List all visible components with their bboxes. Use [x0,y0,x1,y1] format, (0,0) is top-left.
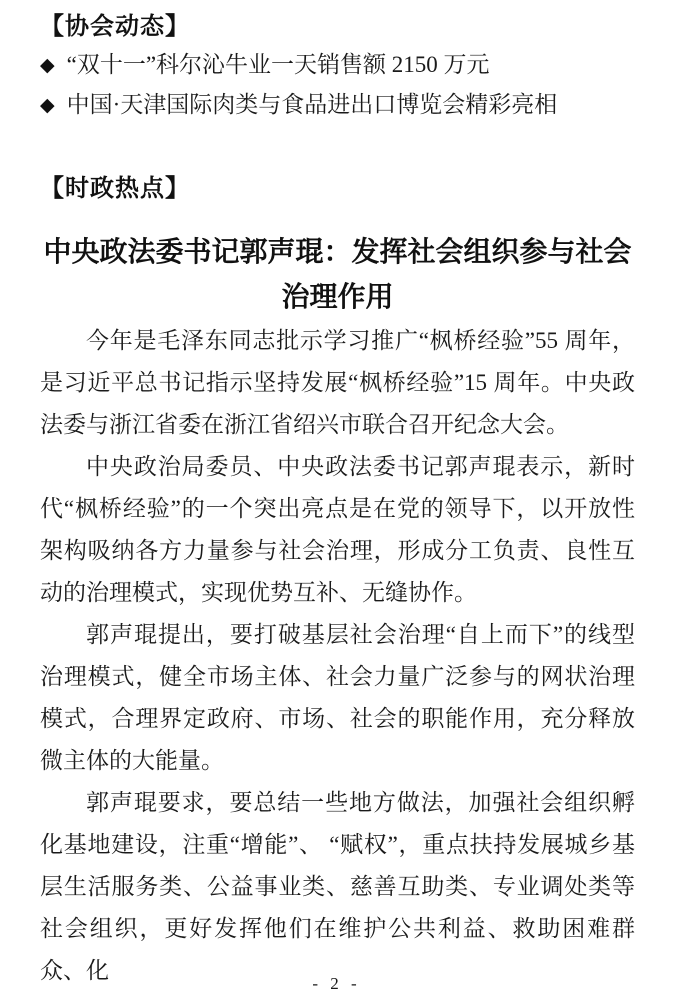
article-body [40,320,635,992]
section-heading-hot-topics: 【时政热点】 [40,175,190,202]
list-item [40,86,635,126]
article-paragraph: 中央政治局委员、中央政法委书记郭声琨表示，新时代“枫桥经验”的一个突出亮点是在党的领导下，以开放性架构吸纳各方力量参与社会治理，形成分工负责、良性互动的治理模式，实现优势互补、无缝协作。 [40,454,635,605]
diamond-bullet-icon: ◆ [40,55,55,76]
section-heading-association-news: 【协会动态】 [40,13,190,40]
list-item [40,46,635,86]
article-title: 中央政法委书记郭声琨：发挥社会组织参与社会治理作用 [43,237,632,313]
article-paragraph: 郭声琨要求，要总结一些地方做法，加强社会组织孵化基地建设，注重“增能”、 “赋权”，重点扶持发展城乡基层生活服务类、公益事业类、慈善互助类、专业调处类等社会组织，更好发挥他们在维护公共利益、救助困难群众、化 [40,790,635,983]
association-news-list [40,46,635,126]
diamond-bullet-icon: ◆ [40,95,55,116]
list-item-text: “双十一”科尔沁牛业一天销售额 2150 万元 [66,52,490,77]
list-item-text: 中国·天津国际肉类与食品进出口博览会精彩亮相 [66,92,558,117]
page-number: - 2 - [312,974,361,993]
article-paragraph: 今年是毛泽东同志批示学习推广“枫桥经验”55 周年，是习近平总书记指示坚持发展“枫桥经验”15 周年。中央政法委与浙江省委在浙江省绍兴市联合召开纪念大会。 [40,328,635,437]
article-paragraph: 郭声琨提出，要打破基层社会治理“自上而下”的线型治理模式，健全市场主体、社会力量广泛参与的网状治理模式，合理界定政府、市场、社会的职能作用，充分释放微主体的大能量。 [40,622,635,773]
